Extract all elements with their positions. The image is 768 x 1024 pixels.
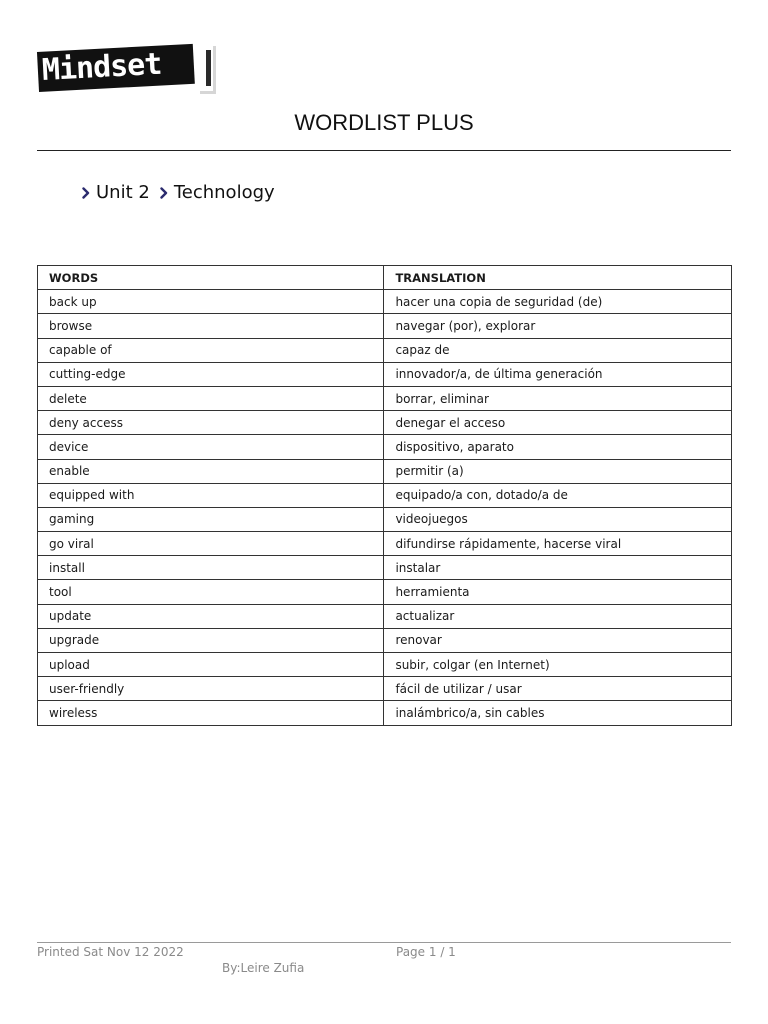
table-row [38, 701, 732, 725]
column-header-translation: TRANSLATION [384, 266, 732, 290]
word-cell: equipped with [38, 483, 384, 507]
mindset-logo [38, 46, 220, 98]
translation-cell: fácil de utilizar / usar [384, 677, 732, 701]
word-cell: capable of [38, 338, 384, 362]
footer-divider [37, 942, 731, 943]
word-cell: install [38, 556, 384, 580]
word-cell: gaming [38, 507, 384, 531]
table-row [38, 677, 732, 701]
chevron-right-icon [160, 187, 168, 199]
translation-cell: renovar [384, 628, 732, 652]
translation-cell: innovador/a, de última generación [384, 362, 732, 386]
column-header-words: WORDS [38, 266, 384, 290]
table-row [38, 483, 732, 507]
word-cell: delete [38, 386, 384, 410]
translation-cell: dispositivo, aparato [384, 435, 732, 459]
translation-cell: instalar [384, 556, 732, 580]
word-cell: browse [38, 314, 384, 338]
table-row [38, 435, 732, 459]
word-cell: update [38, 604, 384, 628]
table-row [38, 338, 732, 362]
chevron-right-icon [82, 187, 90, 199]
table-row [38, 628, 732, 652]
translation-cell: denegar el acceso [384, 411, 732, 435]
breadcrumb-topic-label: Technology [173, 182, 275, 203]
translation-cell: subir, colgar (en Internet) [384, 653, 732, 677]
breadcrumb-item-topic [160, 182, 275, 203]
word-cell: tool [38, 580, 384, 604]
page-title: WORDLIST PLUS [294, 110, 474, 135]
word-cell: device [38, 435, 384, 459]
table-row [38, 580, 732, 604]
translation-cell: difundirse rápidamente, hacerse viral [384, 532, 732, 556]
table-row [38, 314, 732, 338]
word-cell: cutting-edge [38, 362, 384, 386]
wordlist-table [37, 265, 732, 726]
translation-cell: videojuegos [384, 507, 732, 531]
table-row [38, 653, 732, 677]
breadcrumb-item-unit [82, 182, 150, 203]
table-row [38, 362, 732, 386]
word-cell: deny access [38, 411, 384, 435]
translation-cell: borrar, eliminar [384, 386, 732, 410]
word-cell: wireless [38, 701, 384, 725]
translation-cell: inalámbrico/a, sin cables [384, 701, 732, 725]
word-cell: user-friendly [38, 677, 384, 701]
footer-author: By:Leire Zufia [222, 961, 305, 975]
footer-printed-date: Printed Sat Nov 12 2022 [37, 945, 184, 959]
translation-cell: actualizar [384, 604, 732, 628]
translation-cell: capaz de [384, 338, 732, 362]
table-row [38, 411, 732, 435]
word-cell: enable [38, 459, 384, 483]
table-row [38, 556, 732, 580]
translation-cell: navegar (por), explorar [384, 314, 732, 338]
word-cell: go viral [38, 532, 384, 556]
translation-cell: equipado/a con, dotado/a de [384, 483, 732, 507]
title-divider [37, 150, 731, 151]
table-row [38, 507, 732, 531]
word-cell: upload [38, 653, 384, 677]
translation-cell: herramienta [384, 580, 732, 604]
logo-level-one [206, 50, 211, 86]
breadcrumb-unit-label: Unit 2 [96, 182, 150, 203]
table-header-row [38, 266, 732, 290]
table-row [38, 290, 732, 314]
table-row [38, 386, 732, 410]
word-cell: upgrade [38, 628, 384, 652]
word-cell: back up [38, 290, 384, 314]
translation-cell: permitir (a) [384, 459, 732, 483]
footer-page-number: Page 1 / 1 [396, 945, 456, 959]
breadcrumb [82, 182, 285, 203]
translation-cell: hacer una copia de seguridad (de) [384, 290, 732, 314]
table-row [38, 459, 732, 483]
logo-text: Mindset [41, 46, 163, 88]
table-row [38, 532, 732, 556]
table-row [38, 604, 732, 628]
